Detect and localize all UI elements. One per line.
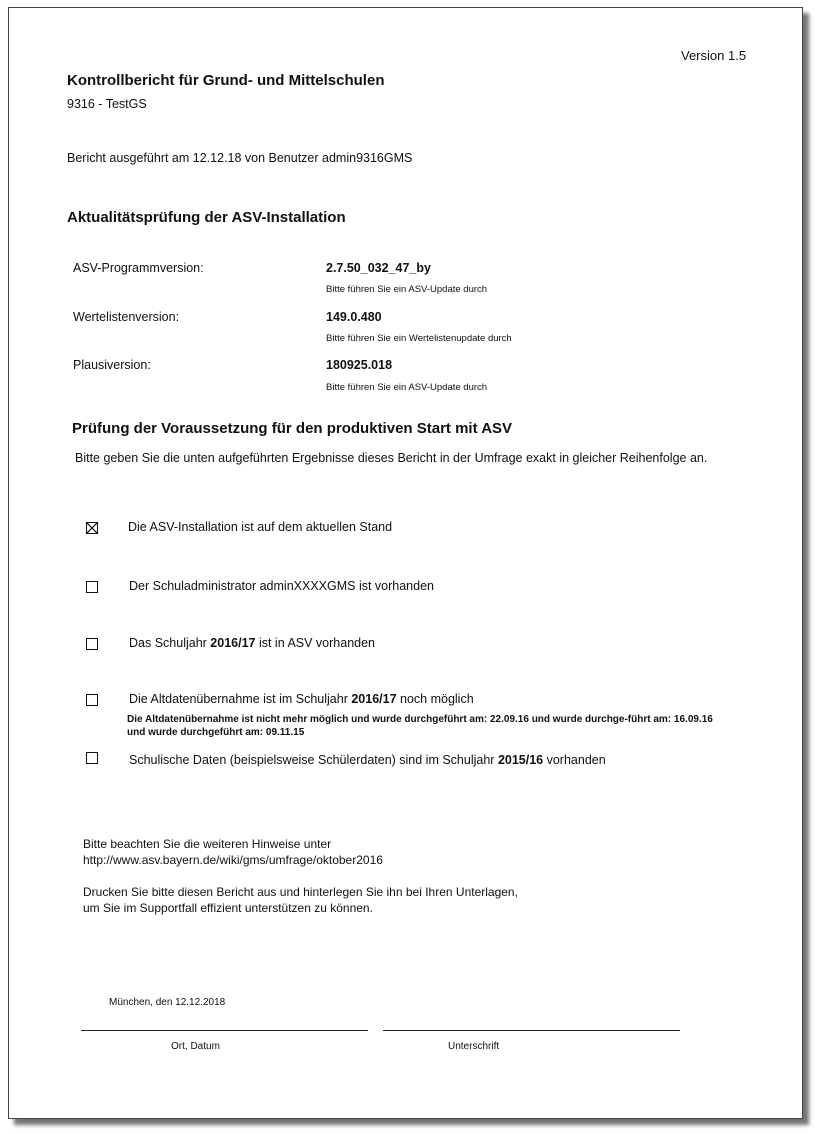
print-instructions	[83, 884, 518, 916]
item-school-data: Schulische Daten (beispielsweise Schülerdaten) sind im Schuljahr 2015/16 vorhanden	[129, 753, 606, 767]
checkbox-school-admin[interactable]	[86, 581, 98, 593]
plausi-version-label: Plausiversion:	[73, 358, 151, 372]
item-installation-current: Die ASV-Installation ist auf dem aktuellen Stand	[128, 520, 393, 534]
section-installation-heading: Aktualitätsprüfung der ASV-Installation	[67, 209, 346, 226]
further-hints-url: http://www.asv.bayern.de/wiki/gms/umfrage/oktober2016	[83, 853, 383, 867]
plausi-version-hint: Bitte führen Sie ein ASV-Update durch	[326, 382, 488, 393]
check-cross-icon	[87, 523, 97, 533]
checkbox-legacy-import[interactable]	[86, 694, 98, 706]
valuelist-version-label: Wertelistenversion:	[73, 310, 180, 324]
program-version-value: 2.7.50_032_47_by	[326, 261, 431, 275]
checkbox-installation-current[interactable]	[86, 522, 98, 534]
section-prerequisites-heading: Prüfung der Voraussetzung für den produktiven Start mit ASV	[72, 420, 513, 437]
report-page	[8, 7, 803, 1119]
place-date-value: München, den 12.12.2018	[109, 997, 226, 1008]
school-name: 9316 - TestGS	[67, 97, 147, 111]
checkbox-school-data[interactable]	[86, 752, 98, 764]
valuelist-version-hint: Bitte führen Sie ein Wertelistenupdate durch	[326, 333, 512, 344]
signature-label: Unterschrift	[448, 1041, 500, 1052]
legacy-import-note: Die Altdatenübernahme ist nicht mehr möglich und wurde durchgeführt am: 22.09.16 und wurde durchge-führt am: 16.09.16 und wurde durchgeführt am: 09.11.15	[127, 714, 713, 738]
print-instructions-line1: Drucken Sie bitte diesen Bericht aus und hinterlegen Sie ihn bei Ihren Unterlagen,	[83, 885, 518, 899]
item-schoolyear-present: Das Schuljahr 2016/17 ist in ASV vorhanden	[129, 636, 376, 650]
place-date-line	[81, 1030, 368, 1031]
version-label: Version 1.5	[681, 48, 747, 63]
signature-line	[383, 1030, 680, 1031]
report-run-info: Bericht ausgeführt am 12.12.18 von Benutzer admin9316GMS	[67, 151, 413, 165]
further-hints	[83, 836, 383, 868]
print-instructions-line2: um Sie im Supportfall effizient unterstützen zu können.	[83, 901, 373, 915]
item-legacy-import: Die Altdatenübernahme ist im Schuljahr 2016/17 noch möglich	[129, 692, 474, 706]
program-version-hint: Bitte führen Sie ein ASV-Update durch	[326, 284, 488, 295]
report-title: Kontrollbericht für Grund- und Mittelschulen	[67, 72, 385, 89]
place-date-label: Ort, Datum	[171, 1041, 220, 1052]
further-hints-text: Bitte beachten Sie die weiteren Hinweise unter	[83, 837, 332, 851]
checkbox-schoolyear-present[interactable]	[86, 638, 98, 650]
item-school-admin: Der Schuladministrator adminXXXXGMS ist vorhanden	[129, 579, 434, 593]
valuelist-version-value: 149.0.480	[326, 310, 382, 324]
plausi-version-value: 180925.018	[326, 358, 393, 372]
program-version-label: ASV-Programmversion:	[73, 261, 204, 275]
prerequisites-intro: Bitte geben Sie die unten aufgeführten Ergebnisse dieses Bericht in der Umfrage exakt in gleicher Reihenfolge an.	[75, 451, 708, 465]
